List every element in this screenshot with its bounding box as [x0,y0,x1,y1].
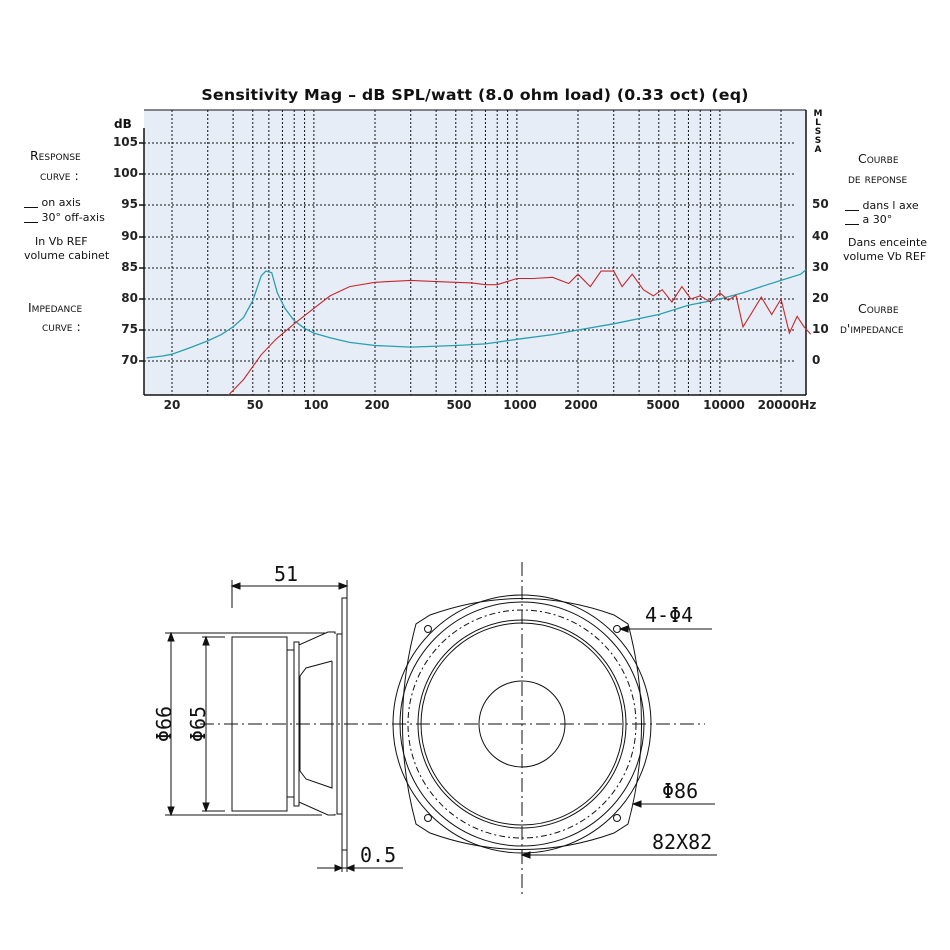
center-lines [200,562,705,895]
legend-right-response-title: Courbe [858,151,899,166]
legend-right-impedance-sub: d'impedance [840,321,904,336]
y2-tick-label: 10 [812,322,829,336]
legend-left-response-title: Response [30,148,81,163]
dim-magnet-diameter: Φ65 [186,705,211,743]
dim-frame-size: 82X82 [652,830,713,854]
dim-mounting-holes: 4-Φ4 [645,603,694,627]
legend-left-impedance-title: Impedance [28,300,83,315]
x-tick-label: 20000Hz [757,398,817,412]
x-tick-label: 200 [364,398,390,412]
x-tick-label: 2000 [564,398,598,412]
y-tick-label: 75 [121,322,138,336]
y-axis-unit: dB [114,117,132,131]
legend-right-response-sub: de reponse [848,171,908,186]
x-tick-label: 20 [163,398,181,412]
y2-tick-label: 20 [812,291,829,305]
legend-left-cabinet-1: In Vb REF [35,235,88,248]
y-tick-label: 100 [112,166,138,180]
legend-left-impedance-sub: curve : [42,319,81,334]
y-tick-label: 85 [121,260,138,274]
legend-right-off-axis: a 30° [862,213,893,226]
x-tick-label: 100 [303,398,329,412]
y-tick-label: 80 [121,291,138,305]
legend-right-cabinet-2: volume Vb REF [843,250,927,263]
x-tick-label: 500 [446,398,472,412]
y-tick-label: 70 [121,353,138,367]
y-tick-label: 95 [121,197,138,211]
y2-tick-label: 50 [812,197,829,211]
legend-left-response-sub: curve : [40,168,79,183]
legend-right-cabinet-1: Dans enceinte [848,236,928,249]
mlssa-brand: M L S S A [813,109,823,155]
legend-left-on-axis: on axis [41,196,81,209]
y2-tick-label: 40 [812,229,829,243]
y-tick-label: 105 [112,135,138,149]
legend-right-on-axis: dans l axe [862,199,919,212]
x-tick-label: 1000 [503,398,537,412]
dim-flange-thickness: 0.5 [360,843,397,867]
legend-left-off-axis: 30° off-axis [41,211,105,224]
dim-bolt-circle: Φ86 [662,779,699,803]
plot-area [144,110,806,395]
legend-right-impedance-title: Courbe [858,301,899,316]
y2-tick-label: 30 [812,260,829,274]
dim-frame-diameter: Φ66 [152,705,177,743]
y-tick-label: 90 [121,229,138,243]
front-view-drawing [393,595,717,858]
x-tick-label: 5000 [646,398,680,412]
dim-depth: 51 [274,562,299,586]
x-tick-label: 10000 [703,398,745,412]
y2-tick-label: 0 [812,353,821,367]
legend-left-cabinet-2: volume cabinet [24,249,110,262]
x-tick-label: 50 [246,398,264,412]
chart-title: Sensitivity Mag – dB SPL/watt (8.0 ohm load) (0.33 oct) (eq) [201,86,749,104]
